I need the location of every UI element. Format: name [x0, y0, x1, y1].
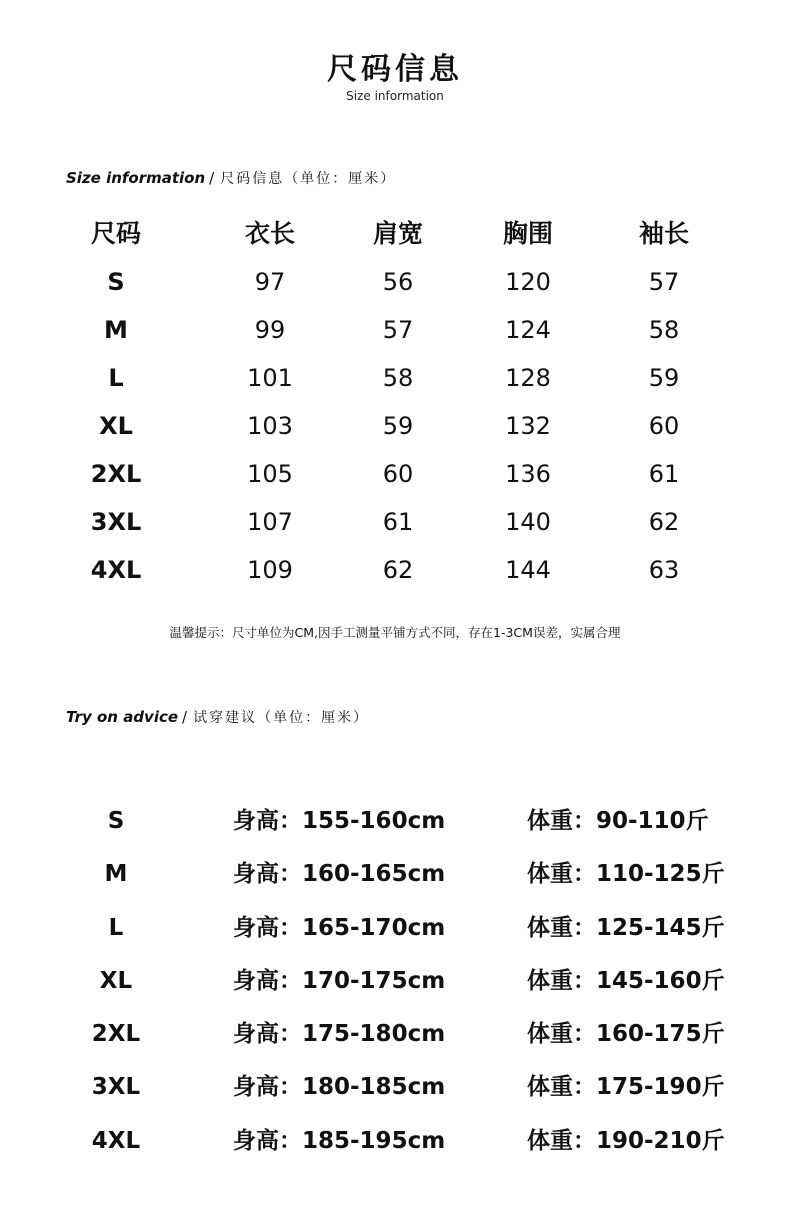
advice-weight: 体重：110-125斤 — [527, 861, 725, 888]
advice-weight: 体重：160-175斤 — [527, 1021, 725, 1048]
length-cell: 107 — [247, 508, 293, 536]
column-header-sleeve: 袖长 — [638, 219, 689, 248]
length-cell: 97 — [254, 268, 286, 296]
sleeve-cell: 58 — [648, 316, 680, 344]
table-row — [0, 306, 790, 354]
advice-height: 身高：160-165cm — [233, 861, 446, 888]
chest-cell: 120 — [505, 268, 551, 296]
advice-row — [0, 1008, 790, 1061]
advice-size: 2XL — [91, 1021, 141, 1048]
length-cell: 105 — [247, 460, 293, 488]
advice-size: L — [108, 914, 124, 941]
advice-height: 身高：170-175cm — [233, 967, 446, 994]
sleeve-cell: 61 — [648, 460, 680, 488]
advice-row — [0, 795, 790, 848]
advice-size: 4XL — [91, 1127, 141, 1154]
advice-weight: 体重：125-145斤 — [527, 914, 725, 941]
size-heading-en: Size information — [66, 169, 206, 187]
advice-row — [0, 902, 790, 955]
advice-weight: 体重：145-160斤 — [527, 967, 725, 994]
size-section-heading — [66, 168, 396, 189]
sleeve-cell: 57 — [648, 268, 680, 296]
page-title: 尺码信息 — [327, 52, 463, 87]
advice-row — [0, 1061, 790, 1114]
size-cell: 4XL — [90, 556, 142, 584]
tryon-heading-slash: / — [182, 708, 188, 726]
size-cell: L — [108, 364, 124, 392]
size-table-header — [0, 210, 790, 258]
advice-size: M — [104, 861, 128, 888]
advice-row — [0, 848, 790, 901]
chest-cell: 144 — [505, 556, 551, 584]
tryon-heading-en: Try on advice — [66, 708, 179, 726]
column-header-shoulder: 肩宽 — [372, 219, 423, 248]
shoulder-cell: 59 — [382, 412, 414, 440]
size-cell: S — [107, 268, 125, 296]
advice-height: 身高：180-185cm — [233, 1074, 446, 1101]
column-header-size: 尺码 — [90, 219, 141, 248]
advice-row — [0, 1115, 790, 1168]
length-cell: 103 — [247, 412, 293, 440]
table-row — [0, 258, 790, 306]
table-row — [0, 402, 790, 450]
size-cell: XL — [99, 412, 133, 440]
advice-height: 身高：155-160cm — [233, 808, 446, 834]
chest-cell: 140 — [505, 508, 551, 536]
advice-height: 身高：185-195cm — [233, 1127, 446, 1154]
page-subtitle: Size information — [346, 89, 444, 103]
size-cell: 2XL — [90, 460, 142, 488]
size-heading-slash: / — [209, 169, 215, 187]
shoulder-cell: 58 — [382, 364, 414, 392]
sleeve-cell: 63 — [648, 556, 680, 584]
tryon-heading-cn: 试穿建议（单位：厘米） — [193, 710, 370, 726]
shoulder-cell: 62 — [382, 556, 414, 584]
advice-size: XL — [99, 967, 133, 994]
length-cell: 99 — [254, 316, 286, 344]
advice-height: 身高：165-170cm — [233, 914, 446, 941]
length-cell: 101 — [247, 364, 293, 392]
advice-size: 3XL — [91, 1074, 141, 1101]
table-row — [0, 354, 790, 402]
size-cell: M — [104, 316, 128, 344]
advice-weight: 体重：190-210斤 — [527, 1127, 725, 1154]
advice-height: 身高：175-180cm — [233, 1021, 446, 1048]
tryon-section-heading — [66, 707, 369, 728]
length-cell: 109 — [247, 556, 293, 584]
shoulder-cell: 60 — [382, 460, 414, 488]
chest-cell: 124 — [505, 316, 551, 344]
chest-cell: 128 — [505, 364, 551, 392]
shoulder-cell: 56 — [382, 268, 414, 296]
sleeve-cell: 60 — [648, 412, 680, 440]
size-table — [0, 210, 790, 594]
sleeve-cell: 62 — [648, 508, 680, 536]
advice-weight: 体重：175-190斤 — [527, 1074, 725, 1101]
chest-cell: 132 — [505, 412, 551, 440]
size-cell: 3XL — [90, 508, 142, 536]
table-row — [0, 498, 790, 546]
advice-row — [0, 955, 790, 1008]
table-row — [0, 546, 790, 594]
shoulder-cell: 61 — [382, 508, 414, 536]
column-header-chest: 胸围 — [502, 219, 553, 248]
measurement-tip: 温馨提示：尺寸单位为CM,因手工测量平铺方式不同，存在1-3CM误差，实属合理 — [169, 625, 621, 640]
table-row — [0, 450, 790, 498]
tryon-advice-table — [0, 795, 790, 1168]
advice-weight: 体重：90-110斤 — [527, 808, 709, 834]
shoulder-cell: 57 — [382, 316, 414, 344]
sleeve-cell: 59 — [648, 364, 680, 392]
column-header-length: 衣长 — [244, 219, 295, 248]
size-heading-cn: 尺码信息（单位：厘米） — [220, 171, 397, 187]
advice-size: S — [107, 808, 125, 834]
chest-cell: 136 — [505, 460, 551, 488]
